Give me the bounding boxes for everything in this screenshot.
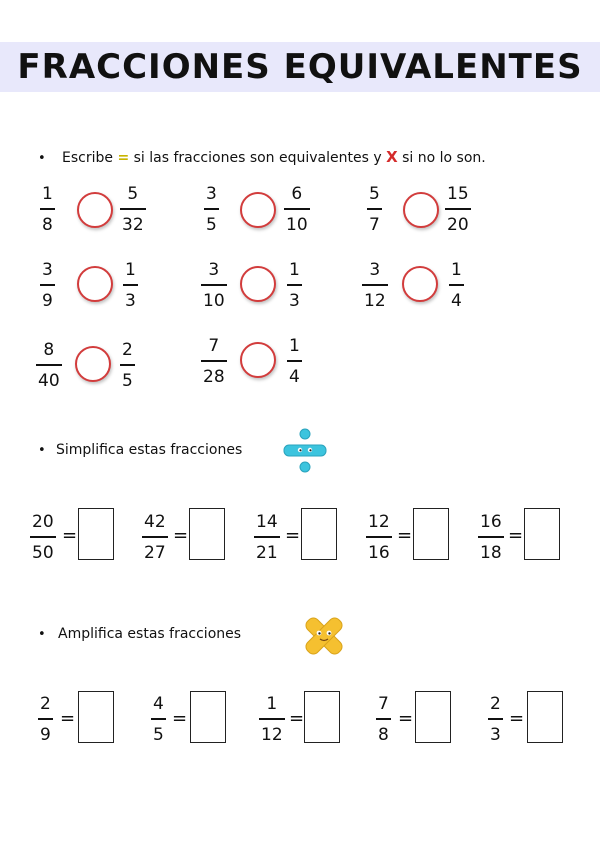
numerator: 15 bbox=[447, 184, 469, 204]
numerator: 1 bbox=[289, 336, 300, 356]
answer-box[interactable] bbox=[527, 691, 563, 743]
equals-symbol: = bbox=[117, 150, 130, 166]
denominator: 28 bbox=[203, 366, 225, 387]
numerator: 1 bbox=[451, 260, 462, 280]
division-sign-icon bbox=[280, 426, 330, 476]
numerator: 4 bbox=[153, 694, 164, 714]
fraction-right bbox=[287, 336, 302, 387]
bullet: • bbox=[38, 627, 46, 642]
fraction-bar bbox=[204, 208, 219, 210]
fraction-right bbox=[120, 184, 146, 235]
numerator: 2 bbox=[122, 340, 133, 360]
bullet: • bbox=[38, 443, 46, 458]
numerator: 1 bbox=[266, 694, 278, 714]
page-title: FRACCIONES EQUIVALENTES bbox=[17, 47, 583, 87]
fraction-bar bbox=[120, 364, 135, 366]
equals-sign: = bbox=[508, 525, 524, 546]
numerator: 6 bbox=[291, 184, 303, 204]
numerator: 1 bbox=[125, 260, 136, 280]
denominator: 10 bbox=[286, 214, 308, 235]
denominator: 16 bbox=[368, 542, 390, 563]
numerator: 5 bbox=[369, 184, 380, 204]
denominator: 8 bbox=[378, 724, 389, 745]
denominator: 10 bbox=[203, 290, 225, 311]
answer-box[interactable] bbox=[415, 691, 451, 743]
denominator: 21 bbox=[256, 542, 278, 563]
fraction bbox=[254, 512, 280, 563]
numerator: 12 bbox=[368, 512, 390, 532]
equals-sign: = bbox=[289, 708, 305, 729]
numerator: 1 bbox=[42, 184, 53, 204]
fraction-bar bbox=[362, 284, 388, 286]
answer-box[interactable] bbox=[190, 691, 226, 743]
denominator: 9 bbox=[42, 290, 53, 311]
denominator: 3 bbox=[490, 724, 501, 745]
numerator: 3 bbox=[206, 184, 217, 204]
equals-sign: = bbox=[509, 708, 525, 729]
denominator: 4 bbox=[451, 290, 462, 311]
answer-circle[interactable] bbox=[240, 192, 276, 228]
fraction-bar bbox=[449, 284, 464, 286]
denominator: 40 bbox=[38, 370, 60, 391]
fraction bbox=[38, 694, 53, 745]
instruction-text-before: Escribe bbox=[62, 150, 113, 166]
denominator: 18 bbox=[480, 542, 502, 563]
fraction-bar bbox=[201, 284, 227, 286]
fraction-right bbox=[284, 184, 310, 235]
answer-box[interactable] bbox=[78, 508, 114, 560]
equals-sign: = bbox=[173, 525, 189, 546]
fraction-bar bbox=[366, 536, 392, 538]
fraction-bar bbox=[259, 718, 285, 720]
fraction-bar bbox=[151, 718, 166, 720]
fraction bbox=[488, 694, 503, 745]
fraction-left bbox=[40, 184, 55, 235]
equals-sign: = bbox=[397, 525, 413, 546]
numerator: 7 bbox=[378, 694, 389, 714]
fraction-bar bbox=[478, 536, 504, 538]
answer-box[interactable] bbox=[78, 691, 114, 743]
fraction-bar bbox=[40, 208, 55, 210]
fraction-bar bbox=[287, 360, 302, 362]
answer-box[interactable] bbox=[189, 508, 225, 560]
denominator: 12 bbox=[261, 724, 283, 745]
numerator: 42 bbox=[144, 512, 166, 532]
denominator: 5 bbox=[153, 724, 164, 745]
numerator: 8 bbox=[43, 340, 55, 360]
answer-circle[interactable] bbox=[240, 266, 276, 302]
fraction-right bbox=[445, 184, 471, 235]
multiplication-sign-icon bbox=[298, 611, 350, 661]
denominator: 7 bbox=[369, 214, 380, 235]
equals-sign: = bbox=[62, 525, 78, 546]
fraction-bar bbox=[488, 718, 503, 720]
fraction-left bbox=[201, 336, 227, 387]
denominator: 3 bbox=[289, 290, 300, 311]
answer-circle[interactable] bbox=[77, 192, 113, 228]
denominator: 50 bbox=[32, 542, 54, 563]
fraction-left bbox=[367, 184, 382, 235]
denominator: 32 bbox=[122, 214, 144, 235]
numerator: 20 bbox=[32, 512, 54, 532]
answer-box[interactable] bbox=[301, 508, 337, 560]
equals-sign: = bbox=[172, 708, 188, 729]
numerator: 16 bbox=[480, 512, 502, 532]
fraction-bar bbox=[284, 208, 310, 210]
instruction-simplify bbox=[38, 442, 242, 458]
numerator: 3 bbox=[42, 260, 53, 280]
instruction-simplify-text: Simplifica estas fracciones bbox=[56, 442, 243, 458]
answer-circle[interactable] bbox=[240, 342, 276, 378]
answer-circle[interactable] bbox=[75, 346, 111, 382]
fraction-left bbox=[204, 184, 219, 235]
denominator: 4 bbox=[289, 366, 300, 387]
fraction-bar bbox=[36, 364, 62, 366]
instruction-text-middle: si las fracciones son equivalentes y bbox=[133, 150, 382, 166]
bullet: • bbox=[38, 151, 46, 166]
fraction-right bbox=[287, 260, 302, 311]
fraction-bar bbox=[287, 284, 302, 286]
fraction-left bbox=[201, 260, 227, 311]
fraction-right bbox=[449, 260, 464, 311]
fraction-bar bbox=[40, 284, 55, 286]
fraction-bar bbox=[123, 284, 138, 286]
denominator: 20 bbox=[447, 214, 469, 235]
fraction-bar bbox=[445, 208, 471, 210]
fraction-left bbox=[40, 260, 55, 311]
fraction bbox=[478, 512, 504, 563]
instruction-amplify bbox=[38, 626, 241, 642]
denominator: 27 bbox=[144, 542, 166, 563]
answer-circle[interactable] bbox=[403, 192, 439, 228]
denominator: 8 bbox=[42, 214, 53, 235]
denominator: 9 bbox=[40, 724, 51, 745]
numerator: 1 bbox=[289, 260, 300, 280]
fraction-bar bbox=[38, 718, 53, 720]
fraction-left bbox=[36, 340, 62, 391]
fraction bbox=[151, 694, 166, 745]
fraction bbox=[142, 512, 168, 563]
answer-circle[interactable] bbox=[77, 266, 113, 302]
equals-sign: = bbox=[60, 708, 76, 729]
answer-circle[interactable] bbox=[402, 266, 438, 302]
fraction-bar bbox=[30, 536, 56, 538]
fraction-bar bbox=[367, 208, 382, 210]
numerator: 2 bbox=[40, 694, 51, 714]
fraction-right bbox=[120, 340, 135, 391]
answer-box[interactable] bbox=[524, 508, 560, 560]
instruction-text-after: si no lo son. bbox=[402, 150, 486, 166]
fraction bbox=[366, 512, 392, 563]
equals-sign: = bbox=[285, 525, 301, 546]
numerator: 3 bbox=[369, 260, 381, 280]
fraction-right bbox=[123, 260, 138, 311]
numerator: 7 bbox=[208, 336, 220, 356]
numerator: 3 bbox=[208, 260, 220, 280]
instruction-amplify-text: Amplifica estas fracciones bbox=[58, 626, 242, 642]
numerator: 5 bbox=[127, 184, 139, 204]
answer-box[interactable] bbox=[413, 508, 449, 560]
denominator: 3 bbox=[125, 290, 136, 311]
fraction bbox=[259, 694, 285, 745]
fraction-bar bbox=[142, 536, 168, 538]
x-symbol: X bbox=[386, 148, 398, 166]
instruction-equivalent bbox=[38, 148, 486, 166]
fraction-bar bbox=[201, 360, 227, 362]
denominator: 12 bbox=[364, 290, 386, 311]
fraction-bar bbox=[254, 536, 280, 538]
denominator: 5 bbox=[122, 370, 133, 391]
fraction-bar bbox=[376, 718, 391, 720]
fraction-left bbox=[362, 260, 388, 311]
denominator: 5 bbox=[206, 214, 217, 235]
answer-box[interactable] bbox=[304, 691, 340, 743]
fraction bbox=[376, 694, 391, 745]
fraction-bar bbox=[120, 208, 146, 210]
fraction bbox=[30, 512, 56, 563]
equals-sign: = bbox=[398, 708, 414, 729]
numerator: 14 bbox=[256, 512, 278, 532]
numerator: 2 bbox=[490, 694, 501, 714]
